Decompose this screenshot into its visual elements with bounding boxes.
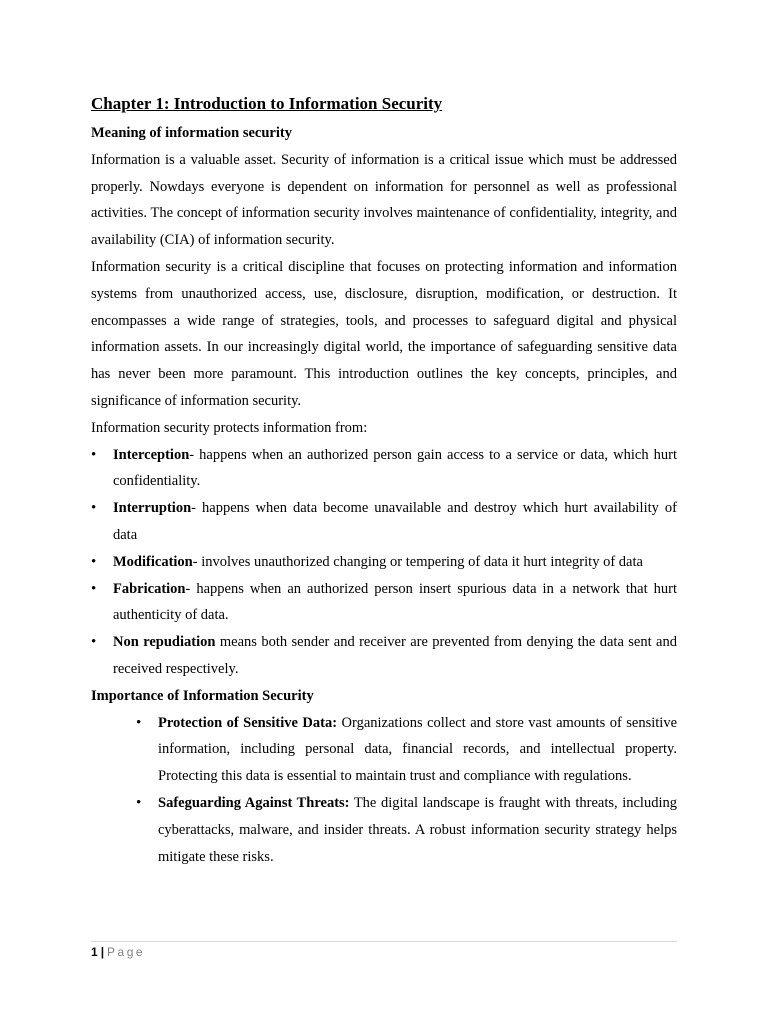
bullet-icon: •	[91, 634, 97, 651]
chapter-title: Chapter 1: Introduction to Information Security	[91, 94, 443, 113]
bullet-icon: •	[91, 500, 97, 517]
list-item-term: Protection of Sensitive Data:	[158, 714, 338, 731]
list-item-text: Organizations collect and store vast amounts of sensitive information, including personal data, financial records, and intellectual property. Protecting this data is essential to maintain trust and compliance with regulations.	[158, 714, 677, 785]
list-item-term: Fabrication	[113, 580, 186, 597]
list-item-text: - happens when an authorized person insert spurious data in a network that hurt authenticity of data.	[113, 580, 677, 624]
list-item-term: Safeguarding Against Threats:	[158, 794, 350, 811]
footer-separator: |	[100, 945, 105, 959]
section-heading-importance: Importance of Information Security	[91, 687, 314, 704]
list-item-interruption	[91, 495, 677, 549]
page-footer	[91, 941, 677, 961]
document-page	[91, 92, 677, 870]
page-number: 1	[91, 945, 98, 959]
paragraph-definition: Information security is a critical discipline that focuses on protecting information and information systems from unauthorized access, use, disclosure, disruption, modification, or destruction. It encompasses a wide range of strategies, tools, and processes to safeguard digital and physical information assets. In our increasingly digital world, the importance of safeguarding sensitive data has never been more paramount. This introduction outlines the key concepts, principles, and significance of information security.	[91, 258, 677, 409]
list-item-text: - happens when an authorized person gain access to a service or data, which hurt confidentiality.	[113, 446, 677, 490]
bullet-icon: •	[136, 714, 142, 731]
paragraph-meaning: Information is a valuable asset. Security of information is a critical issue which must be addressed properly. Nowdays everyone is dependent on information for personnel as well as professional activities. The concept of information security involves maintenance of confidentiality, integrity, and availability (CIA) of information security.	[91, 151, 677, 249]
list-item-text: means both sender and receiver are prevented from denying the data sent and received respectively.	[113, 634, 677, 677]
bullet-icon: •	[91, 580, 97, 597]
list-item-text: - involves unauthorized changing or tempering of data it hurt integrity of data	[192, 553, 643, 570]
list-item-text: The digital landscape is fraught with threats, including cyberattacks, malware, and insider threats. A robust information security strategy helps mitigate these risks.	[158, 794, 677, 865]
bullet-icon: •	[91, 553, 97, 570]
section-heading-meaning: Meaning of information security	[91, 125, 292, 141]
bullet-icon: •	[91, 446, 97, 463]
list-item-safeguarding	[136, 790, 677, 870]
list-item-protection	[136, 710, 677, 790]
importance-list	[91, 710, 677, 871]
list-item-term: Modification	[113, 553, 193, 570]
threat-list	[91, 442, 677, 683]
paragraph-protects-intro: Information security protects information from:	[91, 419, 368, 436]
list-item-non-repudiation	[91, 629, 677, 683]
list-item-term: Interruption	[113, 500, 192, 517]
list-item-modification	[91, 549, 677, 576]
list-item-text: - happens when data become unavailable and destroy which hurt availability of data	[113, 500, 677, 543]
list-item-fabrication	[91, 576, 677, 630]
page-label: Page	[107, 945, 146, 959]
list-item-term: Interception	[113, 446, 190, 463]
bullet-icon: •	[136, 794, 142, 811]
list-item-term: Non repudiation	[113, 634, 216, 651]
list-item-interception	[91, 442, 677, 496]
